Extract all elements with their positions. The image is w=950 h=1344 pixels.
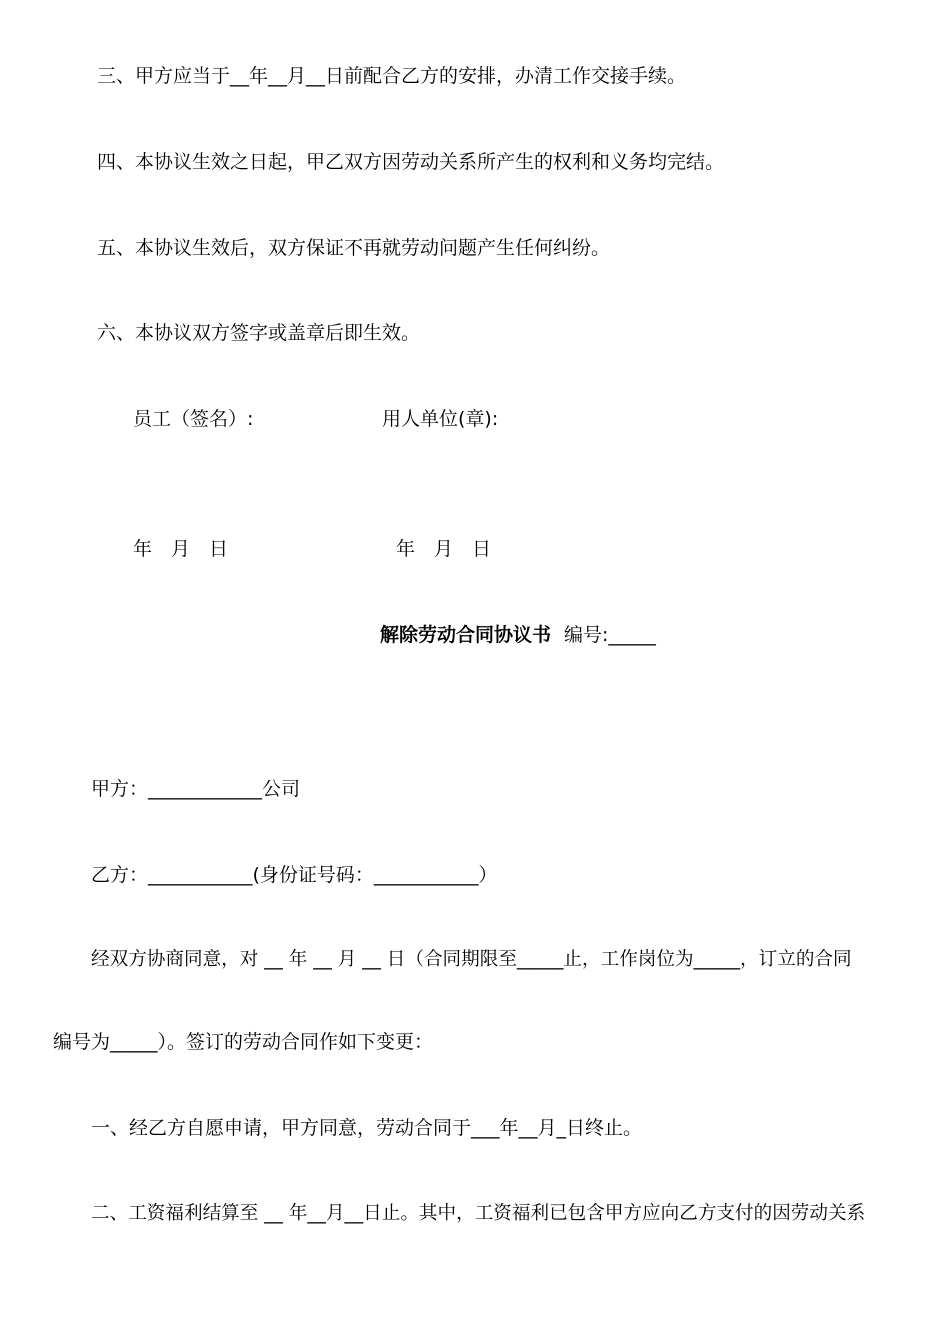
employer-date: 年 月 日 — [396, 538, 492, 560]
clause-1: 一、经乙方自愿申请，甲方同意，劳动合同于___年__月_日终止。 — [91, 1117, 643, 1139]
clause-5: 五、本协议生效后，双方保证不再就劳动问题产生任何纠纷。 — [97, 237, 611, 259]
clause-6: 六、本协议双方签字或盖章后即生效。 — [97, 322, 421, 344]
employer-seal-label: 用人单位(章): — [382, 408, 499, 430]
party-a: 甲方：____________公司 — [91, 778, 301, 800]
employee-signature-label: 员工（签名）: — [133, 408, 254, 430]
clause-4: 四、本协议生效之日起，甲乙双方因劳动关系所产生的权利和义务均完结。 — [97, 151, 725, 173]
document-number: 编号:_____ — [564, 624, 656, 646]
document-title: 解除劳动合同协议书 — [380, 624, 552, 646]
party-b: 乙方：___________(身份证号码：___________） — [91, 864, 498, 886]
clause-2: 二、工资福利结算至 __ 年__月__日止。其中，工资福利已包含甲方应向乙方支付的因劳动关系 — [91, 1203, 866, 1224]
clause-3: 三、甲方应当于__年__月__日前配合乙方的安排，办清工作交接手续。 — [97, 65, 687, 87]
intro-line-2: 编号为_____）。签订的劳动合同作如下变更： — [53, 1031, 434, 1053]
intro-line-1: 经双方协商同意，对 __ 年 __ 月 __ 日（合同期限至_____止，工作岗位为_____，订立的合同 — [91, 949, 852, 970]
employee-date: 年 月 日 — [133, 538, 229, 560]
